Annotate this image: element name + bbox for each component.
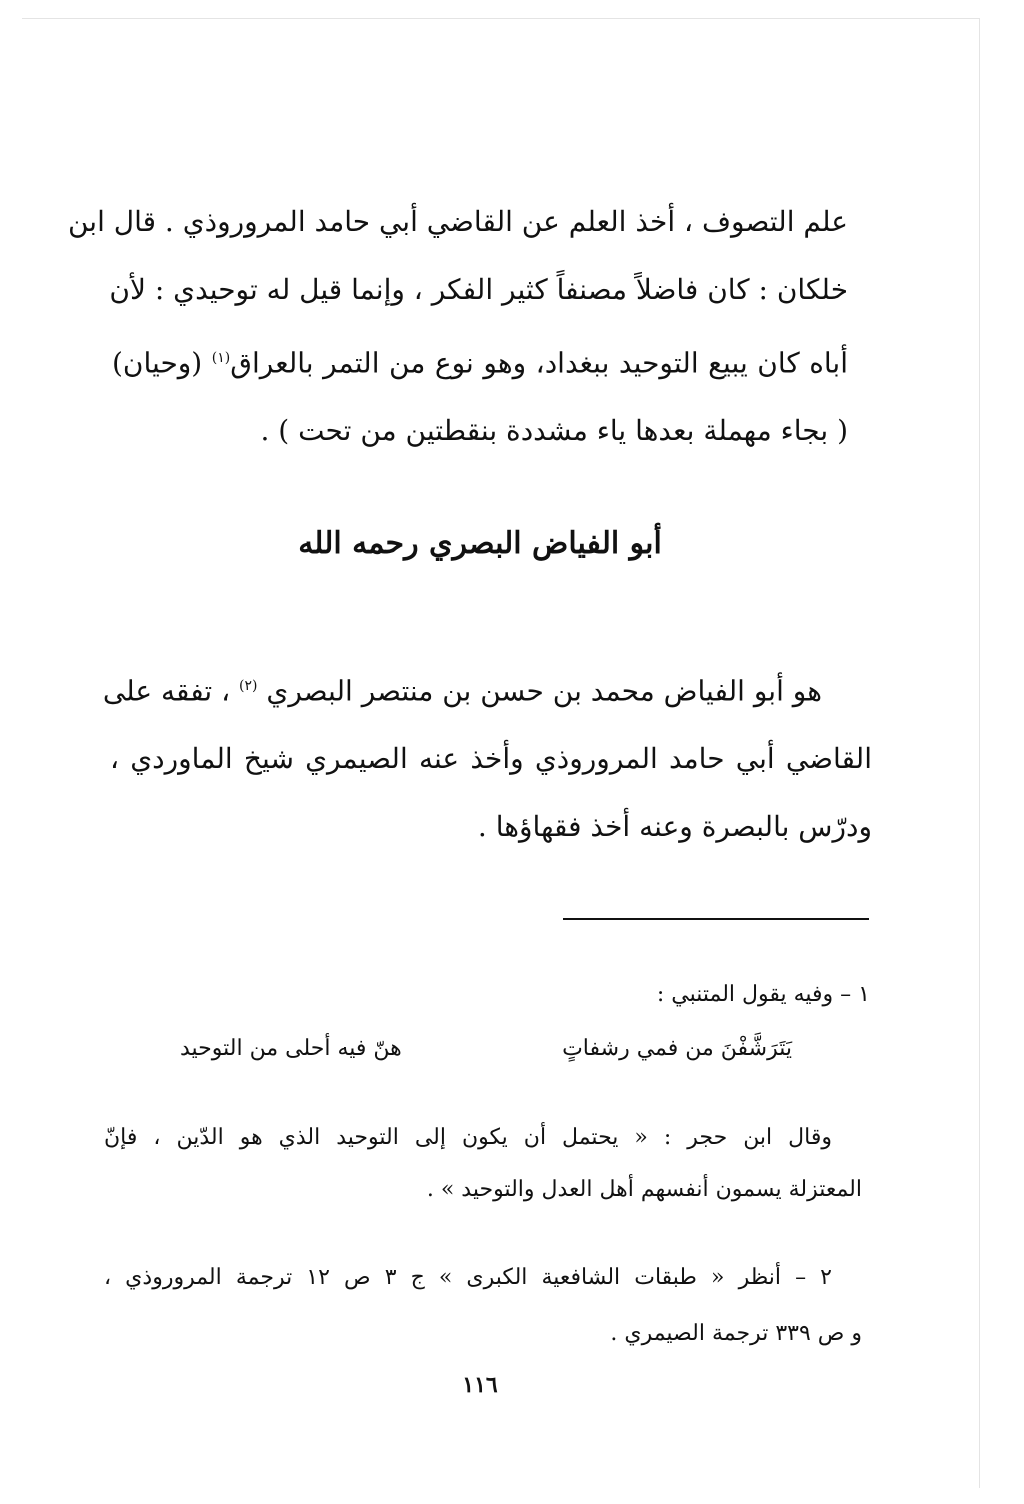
footnote-1-note-line-1: وقال ابن حجر : « يحتمل أن يكون إلى التوحيد الذي هو الدّين ، فإنّ <box>104 1125 832 1150</box>
verse-first-hemistich: يَتَرَشَّفْنَ من فمي رشفاتٍ <box>562 1036 792 1061</box>
intro-line-3-text: أباه كان يبيع التوحيد ببغداد، وهو نوع من التمر بالعراق <box>230 346 848 380</box>
intro-line-1: علم التصوف ، أخذ العلم عن القاضي أبي حامد المروروذي . قال ابن <box>67 205 848 238</box>
body-line-1-tail: ، تفقه على <box>102 674 231 708</box>
footnote-1-verse <box>180 1036 792 1061</box>
intro-paragraph <box>67 188 848 465</box>
body-line-3: ودرّس بالبصرة وعنه أخذ فقهاؤها . <box>477 810 872 844</box>
footnote-divider <box>563 918 869 920</box>
footnote-1-note-line-2: المعتزلة يسمون أنفسهم أهل العدل والتوحيد » . <box>426 1177 862 1202</box>
page-number: ١١٦ <box>462 1372 498 1398</box>
footnote-2 <box>104 1250 862 1362</box>
footnote-2-line-2: و ص ٣٣٩ ترجمة الصيمري . <box>610 1321 862 1346</box>
body-line-2: القاضي أبي حامد المروروذي وأخذ عنه الصيمري شيخ الماوردي ، <box>110 742 872 776</box>
footnote-ref-1: (١) <box>211 350 231 366</box>
verse-second-hemistich: هنّ فيه أحلى من التوحيد <box>180 1036 402 1061</box>
body-line-1-text: هو أبو الفياض محمد بن حسن بن منتصر البصري <box>266 674 822 708</box>
footnote-1-note <box>104 1112 862 1216</box>
intro-line-3-tail: (وحيان) <box>112 346 203 380</box>
body-line-1 <box>102 652 872 725</box>
body-paragraph <box>102 652 872 861</box>
section-heading: أبو الفياض البصري رحمه الله <box>298 526 662 561</box>
footnote-2-line-1: ٢ – أنظر « طبقات الشافعية الكبرى » ج ٣ ص ١٢ ترجمة المروروذي ، <box>104 1265 832 1290</box>
intro-line-3 <box>112 324 848 397</box>
footnote-1-intro: ١ – وفيه يقول المتنبي : <box>656 982 870 1007</box>
footnote-ref-2: (٢) <box>239 678 258 694</box>
intro-line-4: ( بجاء مهملة بعدها ياء مشددة بنقطتين من تحت ) . <box>260 414 848 448</box>
intro-line-2: خلكان : كان فاضلاً مصنفاً كثير الفكر ، وإنما قيل له توحيدي : لأن <box>109 273 848 306</box>
